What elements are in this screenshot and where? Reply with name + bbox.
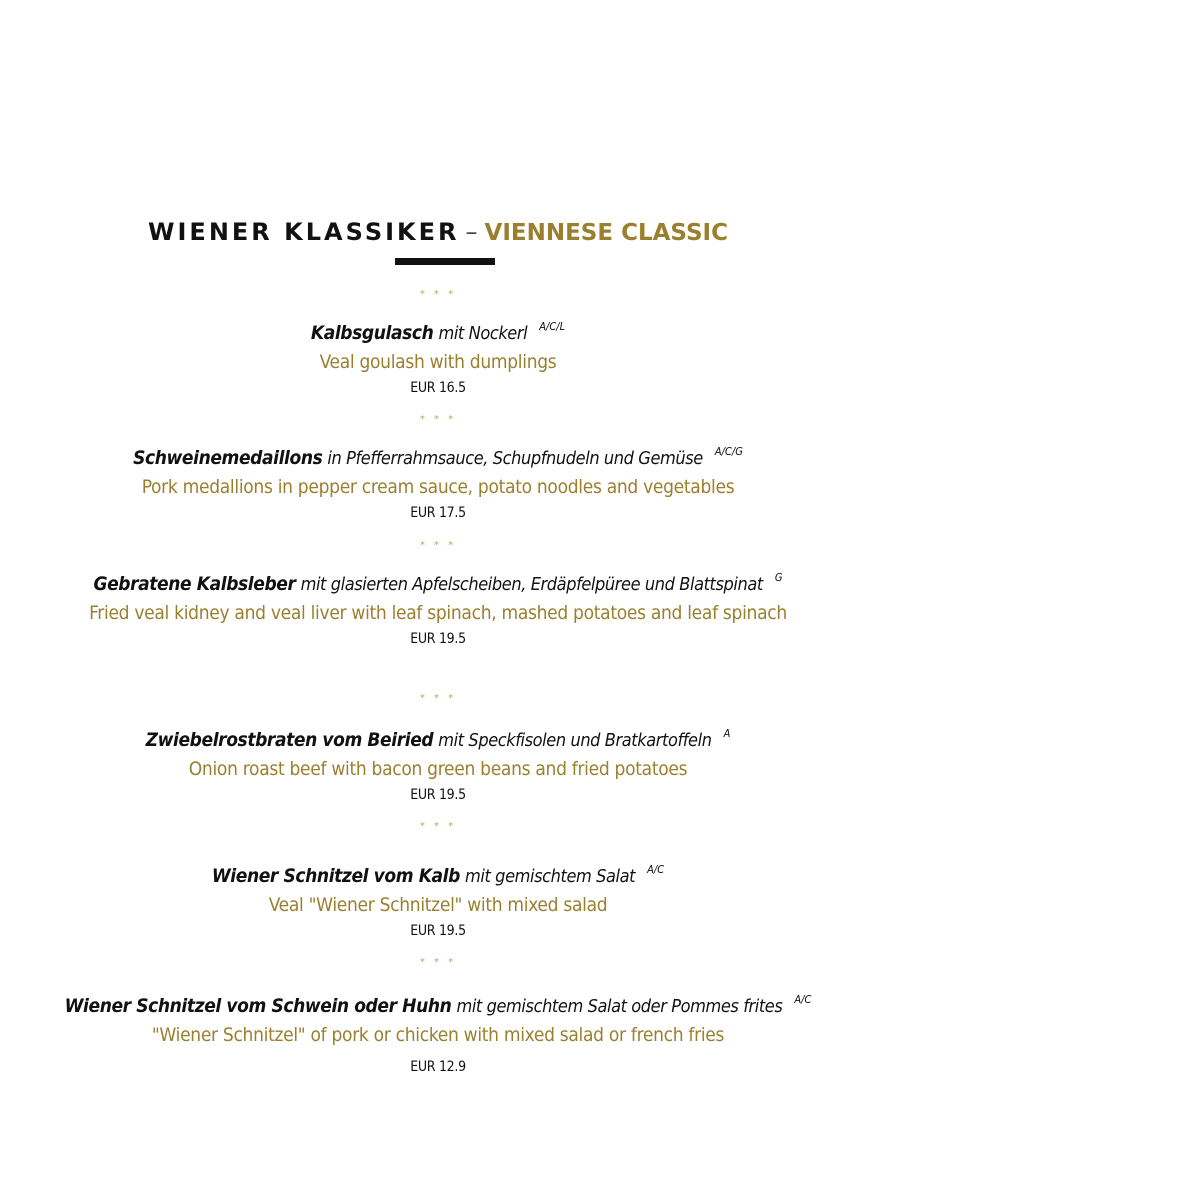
menu-heading <box>0 218 876 246</box>
item-name: Kalbsgulasch <box>310 322 434 344</box>
heading-english: VIENNESE CLASSIC <box>484 220 728 246</box>
item-english: Fried veal kidney and veal liver with leaf spinach, mashed potatoes and leaf spinach <box>89 602 787 624</box>
item-english: Pork medallions in pepper cream sauce, potato noodles and vegetables <box>141 476 735 498</box>
item-english: "Wiener Schnitzel" of pork or chicken with mixed salad or french fries <box>151 1024 725 1046</box>
item-description: in Pfefferrahmsauce, Schupfnudeln und Gemüse <box>327 448 703 469</box>
item-name: Zwiebelrostbraten vom Beiried <box>145 729 434 751</box>
item-english: Veal "Wiener Schnitzel" with mixed salad <box>268 894 608 916</box>
menu-item <box>0 445 876 522</box>
item-description: mit gemischtem Salat <box>465 866 636 887</box>
separator: * * * <box>419 693 457 704</box>
item-allergens: A/C/L <box>539 320 566 333</box>
item-allergens: A <box>723 727 731 740</box>
item-price: EUR 16.5 <box>410 380 466 396</box>
heading-underline <box>395 258 495 265</box>
item-description: mit glasierten Apfelscheiben, Erdäpfelpüree und Blattspinat <box>300 574 763 595</box>
item-price: EUR 19.5 <box>410 631 466 647</box>
menu-item <box>0 571 876 648</box>
item-german-line <box>0 320 876 347</box>
item-allergens: A/C <box>794 993 812 1006</box>
item-name: Wiener Schnitzel vom Kalb <box>211 865 460 887</box>
separator: * * * <box>419 414 457 425</box>
item-price: EUR 19.5 <box>410 923 466 939</box>
item-price: EUR 12.9 <box>410 1059 466 1075</box>
item-allergens: A/C/G <box>714 445 743 458</box>
heading-german: WIENER KLASSIKER <box>148 218 460 246</box>
separator: * * * <box>419 821 457 832</box>
separator: * * * <box>419 540 457 551</box>
menu-item <box>0 320 876 397</box>
item-english: Onion roast beef with bacon green beans and fried potatoes <box>188 758 688 780</box>
item-german-line <box>0 571 876 598</box>
item-name: Gebratene Kalbsleber <box>93 573 296 595</box>
item-name: Wiener Schnitzel vom Schwein oder Huhn <box>64 995 452 1017</box>
item-german-line <box>0 863 876 890</box>
item-allergens: G <box>774 571 783 584</box>
item-price: EUR 17.5 <box>410 505 466 521</box>
item-german-line <box>0 727 876 754</box>
item-description: mit Nockerl <box>438 323 528 344</box>
heading-dash: – <box>465 218 479 246</box>
item-description: mit gemischtem Salat oder Pommes frites <box>456 996 783 1017</box>
menu-item <box>0 727 876 804</box>
item-description: mit Speckfisolen und Bratkartoffeln <box>438 730 712 751</box>
item-name: Schweinemedaillons <box>133 447 323 469</box>
separator: * * * <box>419 957 457 968</box>
item-german-line <box>0 445 876 472</box>
item-german-line <box>0 993 876 1020</box>
item-english: Veal goulash with dumplings <box>319 351 557 373</box>
menu-item <box>0 993 876 1076</box>
separator: * * * <box>419 289 457 300</box>
item-price: EUR 19.5 <box>410 787 466 803</box>
item-allergens: A/C <box>647 863 665 876</box>
menu-item <box>0 863 876 940</box>
